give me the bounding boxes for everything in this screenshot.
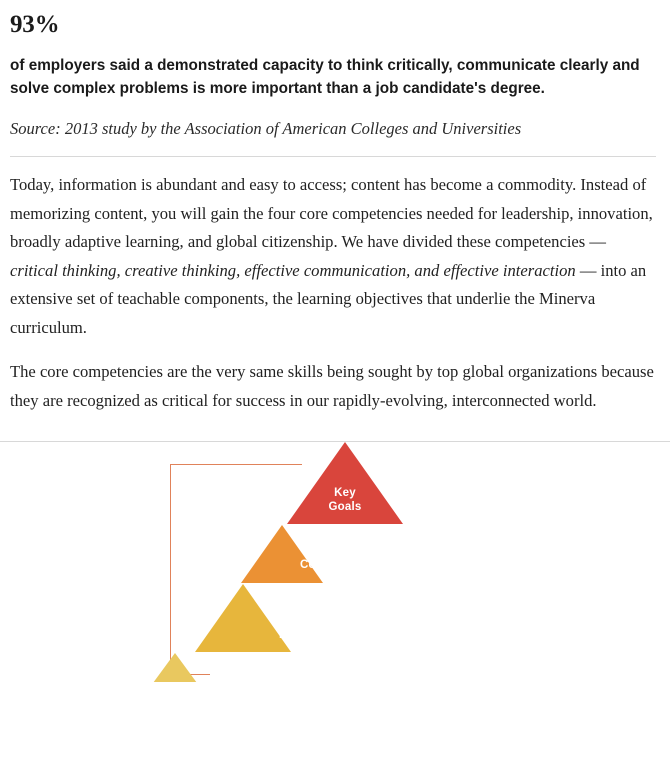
pyramid-tier-1-label [329,452,362,514]
divider [10,156,656,157]
paragraph-1-segment-3: — into an extensive set of teachable components, the learning objectives that underlie the Minerva curriculum. [10,260,647,337]
pyramid-tier-3-shape [195,584,291,652]
lede-statement: of employers said a demonstrated capacity to think critically, communicate clearly and solve complex problems is more important than a job candidate's degree. [10,57,640,97]
source-citation: Source: 2013 study by the Association of American Colleges and Universities [10,119,522,138]
pyramid-diagram [185,442,505,682]
pyramid-tier-2-label [300,536,390,572]
pyramid-tier-3-label-line1: Habits of Mind & [298,615,392,627]
pyramid-tier-1-label-line1: Key [334,487,356,499]
pyramid-figure [0,442,670,682]
paragraph-2-segment-1: The core competencies are the very same skills being sought by top global organizations because they are recognized as critical for success in our rapidly-evolving, interconnected world. [10,362,654,410]
pyramid-tier-key-goals [287,442,403,524]
pyramid-tier-3-label-line2: Foundational Concepts [279,629,411,641]
body-paragraph-2 [10,358,656,415]
pyramid-tier-core-capacities [241,525,449,583]
body-paragraph-1 [10,171,656,342]
pyramid-tier-1-label-line2: Goals [328,501,362,513]
pyramid-tier-base [153,653,537,682]
paragraph-1-segment-2-italic: critical thinking, creative thinking, effective communication, and effective interaction [10,260,576,280]
pyramid-tier-habits-of-mind [195,584,495,652]
pyramid-tier-3-label [279,594,411,642]
pyramid-tier-4-shape [153,653,197,682]
pyramid-tier-2-label-line1: Core Capacities [300,559,390,571]
page-title: 93% [10,11,60,38]
paragraph-1-segment-1: Today, information is abundant and easy to access; content has become a commodity. Instead of memorizing content, you will gain the four core competencies needed for leadership, innovation, broadly adaptive learning, and global citizenship. We have divided these competencies — [10,175,653,251]
